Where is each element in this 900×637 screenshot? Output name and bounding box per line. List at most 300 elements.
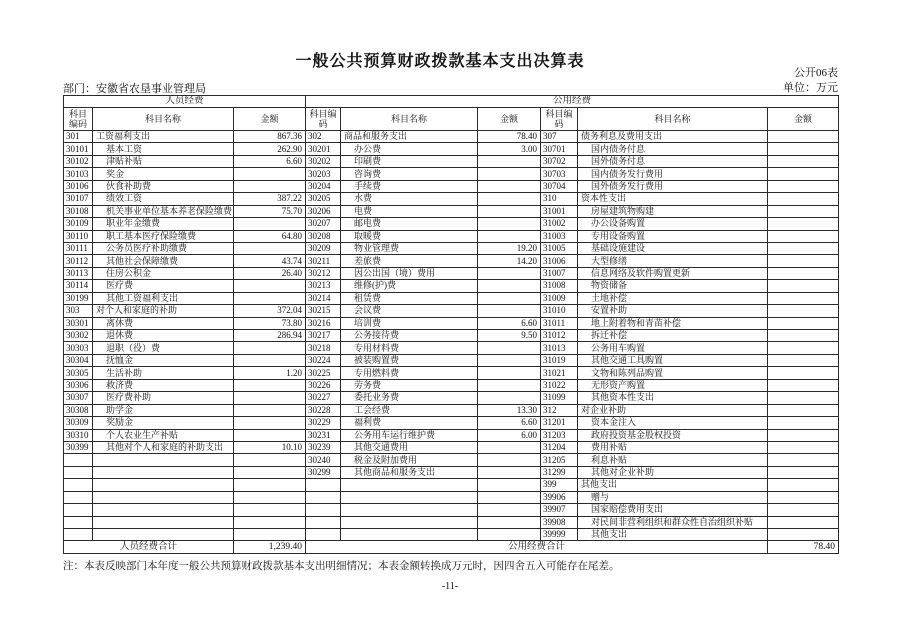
table-row — [64, 230, 839, 242]
subject-code-cell — [64, 529, 93, 541]
table-row — [64, 342, 839, 354]
subject-code-cell: 30307 — [64, 392, 93, 404]
subject-code-cell: 39907 — [541, 504, 578, 516]
subject-code-cell: 31299 — [541, 466, 578, 478]
subject-code-cell: 310 — [541, 193, 578, 205]
amount-cell — [478, 230, 541, 242]
col-header-subject-name: 科目名称 — [93, 108, 234, 131]
subject-name-cell: 利息补贴 — [578, 454, 768, 466]
subject-code-cell: 30702 — [541, 155, 578, 167]
subject-name-cell: 资本金注入 — [578, 417, 768, 429]
subject-code-cell: 30224 — [306, 354, 341, 366]
amount-cell: 9.50 — [478, 330, 541, 342]
subject-name-cell — [341, 516, 478, 528]
subject-code-cell — [306, 504, 341, 516]
subject-code-cell: 30101 — [64, 143, 93, 155]
subject-code-cell: 30208 — [306, 230, 341, 242]
table-row — [64, 516, 839, 528]
amount-cell — [234, 504, 306, 516]
subject-code-cell: 31013 — [541, 342, 578, 354]
table-row — [64, 193, 839, 205]
amount-cell — [478, 168, 541, 180]
subject-code-cell: 30217 — [306, 330, 341, 342]
amount-cell — [234, 417, 306, 429]
amount-cell — [768, 354, 839, 366]
subject-code-cell: 30113 — [64, 267, 93, 279]
subject-code-cell: 31009 — [541, 292, 578, 304]
subject-code-cell: 30110 — [64, 230, 93, 242]
col-header-subject-code: 科目编码 — [306, 108, 341, 131]
table-row — [64, 354, 839, 366]
amount-cell — [478, 292, 541, 304]
table-row — [64, 441, 839, 453]
amount-cell — [768, 379, 839, 391]
subject-code-cell: 30216 — [306, 317, 341, 329]
subject-name-cell — [93, 466, 234, 478]
amount-cell — [478, 205, 541, 217]
subject-code-cell: 31012 — [541, 330, 578, 342]
personnel-group-header: 人员经费 — [64, 96, 306, 108]
table-row — [64, 317, 839, 329]
amount-cell — [234, 454, 306, 466]
subject-name-cell: 信息网络及软件购置更新 — [578, 267, 768, 279]
subject-code-cell: 30212 — [306, 267, 341, 279]
subject-code-cell: 30206 — [306, 205, 341, 217]
amount-cell — [768, 267, 839, 279]
amount-cell — [478, 379, 541, 391]
subject-name-cell — [341, 491, 478, 503]
amount-cell — [234, 180, 306, 192]
public-group-header: 公用经费 — [306, 96, 839, 108]
amount-cell — [768, 392, 839, 404]
subject-name-cell: 赠与 — [578, 491, 768, 503]
table-row — [64, 242, 839, 254]
subject-name-cell: 大型修缮 — [578, 255, 768, 267]
table-row — [64, 466, 839, 478]
subject-name-cell: 其他交通费用 — [341, 441, 478, 453]
amount-cell — [234, 404, 306, 416]
subject-code-cell: 30310 — [64, 429, 93, 441]
subject-name-cell: 国内债务付息 — [578, 143, 768, 155]
subject-name-cell: 资本性支出 — [578, 193, 768, 205]
col-header-amount: 金额 — [234, 108, 306, 131]
subject-code-cell: 30227 — [306, 392, 341, 404]
subject-name-cell: 电费 — [341, 205, 478, 217]
table-row — [64, 529, 839, 541]
amount-cell: 6.00 — [478, 429, 541, 441]
amount-cell — [478, 491, 541, 503]
subject-code-cell: 30111 — [64, 242, 93, 254]
subject-name-cell: 国内债务发行费用 — [578, 168, 768, 180]
subject-name-cell: 津贴补贴 — [93, 155, 234, 167]
subject-name-cell: 邮电费 — [341, 218, 478, 230]
subject-name-cell: 物业管理费 — [341, 242, 478, 254]
amount-cell — [478, 479, 541, 491]
subject-code-cell: 30207 — [306, 218, 341, 230]
subject-name-cell: 伙食补助费 — [93, 180, 234, 192]
table-row — [64, 168, 839, 180]
subject-name-cell: 其他商品和服务支出 — [341, 466, 478, 478]
subject-code-cell: 31001 — [541, 205, 578, 217]
subject-name-cell: 退休费 — [93, 330, 234, 342]
subject-name-cell: 机关事业单位基本养老保险缴费 — [93, 205, 234, 217]
group-header-row — [64, 96, 839, 108]
subject-name-cell: 维修(护)费 — [341, 280, 478, 292]
subject-name-cell: 拆迁补偿 — [578, 330, 768, 342]
subject-name-cell: 福利费 — [341, 417, 478, 429]
subject-code-cell: 399 — [541, 479, 578, 491]
amount-cell — [768, 168, 839, 180]
subject-code-cell: 30225 — [306, 367, 341, 379]
subject-code-cell: 31007 — [541, 267, 578, 279]
subject-code-cell — [64, 504, 93, 516]
table-row — [64, 379, 839, 391]
subject-name-cell: 其他社会保障缴费 — [93, 255, 234, 267]
subject-name-cell: 培训费 — [341, 317, 478, 329]
amount-cell — [478, 466, 541, 478]
subject-name-cell — [93, 491, 234, 503]
subject-code-cell: 30106 — [64, 180, 93, 192]
personnel-total-label: 人员经费合计 — [64, 541, 234, 554]
subject-code-cell: 30209 — [306, 242, 341, 254]
amount-cell — [234, 242, 306, 254]
amount-cell: 26.40 — [234, 267, 306, 279]
table-row — [64, 131, 839, 143]
subject-name-cell: 无形资产购置 — [578, 379, 768, 391]
subject-name-cell: 基础设施建设 — [578, 242, 768, 254]
amount-cell — [768, 516, 839, 528]
subject-code-cell: 31002 — [541, 218, 578, 230]
amount-cell — [478, 529, 541, 541]
table-row — [64, 392, 839, 404]
public-total-amount: 78.40 — [768, 541, 839, 554]
amount-cell: 286.94 — [234, 330, 306, 342]
amount-cell — [768, 429, 839, 441]
amount-cell — [234, 491, 306, 503]
amount-cell — [478, 155, 541, 167]
amount-cell — [234, 479, 306, 491]
subject-name-cell: 租赁费 — [341, 292, 478, 304]
subject-name-cell: 公务接待费 — [341, 330, 478, 342]
amount-cell — [768, 131, 839, 143]
subject-name-cell: 公务员医疗补助缴费 — [93, 242, 234, 254]
subject-name-cell: 职工基本医疗保险缴费 — [93, 230, 234, 242]
subject-name-cell: 其他支出 — [578, 529, 768, 541]
subject-code-cell — [64, 479, 93, 491]
subject-code-cell: 30302 — [64, 330, 93, 342]
subject-name-cell: 对民间非营利组织和群众性自治组织补贴 — [578, 516, 768, 528]
subject-code-cell: 30303 — [64, 342, 93, 354]
subject-name-cell: 地上附着物和青苗补偿 — [578, 317, 768, 329]
subject-code-cell: 30239 — [306, 441, 341, 453]
subject-name-cell: 职业年金缴费 — [93, 218, 234, 230]
col-header-amount: 金额 — [768, 108, 839, 131]
amount-cell — [478, 367, 541, 379]
subject-name-cell: 助学金 — [93, 404, 234, 416]
subject-code-cell: 30201 — [306, 143, 341, 155]
subject-code-cell: 31205 — [541, 454, 578, 466]
subject-code-cell: 30703 — [541, 168, 578, 180]
amount-cell — [768, 193, 839, 205]
subject-code-cell: 31003 — [541, 230, 578, 242]
subject-code-cell: 30228 — [306, 404, 341, 416]
amount-cell — [768, 292, 839, 304]
amount-cell: 3.00 — [478, 143, 541, 155]
subject-name-cell: 基本工资 — [93, 143, 234, 155]
amount-cell — [478, 180, 541, 192]
subject-code-cell: 30199 — [64, 292, 93, 304]
amount-cell — [234, 292, 306, 304]
amount-cell — [768, 479, 839, 491]
subject-name-cell: 奖金 — [93, 168, 234, 180]
subject-name-cell: 退职（役）费 — [93, 342, 234, 354]
unit-label: 单位：万元 — [783, 82, 838, 94]
table-row — [64, 180, 839, 192]
subject-name-cell: 医疗费 — [93, 280, 234, 292]
subject-code-cell: 30213 — [306, 280, 341, 292]
table-row — [64, 504, 839, 516]
subject-code-cell: 31006 — [541, 255, 578, 267]
subject-code-cell — [306, 491, 341, 503]
subject-name-cell: 抚恤金 — [93, 354, 234, 366]
subject-code-cell: 31099 — [541, 392, 578, 404]
amount-cell — [234, 466, 306, 478]
amount-cell — [478, 218, 541, 230]
budget-table — [63, 95, 839, 554]
table-row — [64, 491, 839, 503]
amount-cell: 73.80 — [234, 317, 306, 329]
subject-name-cell: 被装购置费 — [341, 354, 478, 366]
subject-name-cell: 工会经费 — [341, 404, 478, 416]
subject-name-cell: 绩效工资 — [93, 193, 234, 205]
subject-name-cell: 取暖费 — [341, 230, 478, 242]
subject-code-cell: 30704 — [541, 180, 578, 192]
column-header-row — [64, 108, 839, 131]
amount-cell — [768, 466, 839, 478]
amount-cell — [768, 280, 839, 292]
subject-name-cell: 救济费 — [93, 379, 234, 391]
amount-cell — [768, 317, 839, 329]
amount-cell — [768, 441, 839, 453]
subject-code-cell: 31022 — [541, 379, 578, 391]
subject-code-cell: 30107 — [64, 193, 93, 205]
subject-name-cell: 医疗费补助 — [93, 392, 234, 404]
subject-code-cell: 312 — [541, 404, 578, 416]
subject-code-cell: 301 — [64, 131, 93, 143]
subject-code-cell: 30306 — [64, 379, 93, 391]
subject-code-cell: 31203 — [541, 429, 578, 441]
subject-code-cell: 30108 — [64, 205, 93, 217]
subject-name-cell: 个人农业生产补贴 — [93, 429, 234, 441]
subject-name-cell: 办公费 — [341, 143, 478, 155]
subject-name-cell: 文物和陈列品购置 — [578, 367, 768, 379]
amount-cell — [768, 342, 839, 354]
table-row — [64, 280, 839, 292]
subject-code-cell — [64, 454, 93, 466]
amount-cell — [768, 305, 839, 317]
amount-cell — [234, 529, 306, 541]
amount-cell — [478, 193, 541, 205]
subject-name-cell: 对企业补助 — [578, 404, 768, 416]
subject-code-cell: 30308 — [64, 404, 93, 416]
subject-code-cell: 30102 — [64, 155, 93, 167]
col-header-subject-code: 科目编码 — [541, 108, 578, 131]
amount-cell: 867.36 — [234, 131, 306, 143]
subject-name-cell: 手续费 — [341, 180, 478, 192]
subject-name-cell: 工资福利支出 — [93, 131, 234, 143]
subject-name-cell — [93, 516, 234, 528]
amount-cell: 10.10 — [234, 441, 306, 453]
amount-cell — [234, 168, 306, 180]
table-footnote: 注：本表反映部门本年度一般公共预算财政拨款基本支出明细情况；本表金额转换成万元时，因四舍五入可能存在尾差。 — [63, 561, 620, 572]
subject-name-cell: 因公出国（境）费用 — [341, 267, 478, 279]
subject-code-cell: 302 — [306, 131, 341, 143]
subject-name-cell — [341, 504, 478, 516]
subject-name-cell: 公务用车运行维护费 — [341, 429, 478, 441]
form-code-label: 公开06表 — [794, 67, 838, 79]
subject-code-cell — [64, 516, 93, 528]
amount-cell — [478, 504, 541, 516]
table-row — [64, 155, 839, 167]
subject-name-cell: 其他支出 — [578, 479, 768, 491]
subject-code-cell: 30202 — [306, 155, 341, 167]
subject-code-cell: 30304 — [64, 354, 93, 366]
subject-code-cell: 30214 — [306, 292, 341, 304]
subject-code-cell: 30218 — [306, 342, 341, 354]
amount-cell — [478, 267, 541, 279]
subject-name-cell: 住房公积金 — [93, 267, 234, 279]
subject-code-cell: 30204 — [306, 180, 341, 192]
amount-cell: 19.20 — [478, 242, 541, 254]
page-number: -11- — [441, 581, 459, 592]
amount-cell: 6.60 — [234, 155, 306, 167]
subject-name-cell: 印刷费 — [341, 155, 478, 167]
subject-name-cell: 会议费 — [341, 305, 478, 317]
table-row — [64, 454, 839, 466]
subject-code-cell: 30226 — [306, 379, 341, 391]
subject-code-cell: 30109 — [64, 218, 93, 230]
table-row — [64, 255, 839, 267]
subject-code-cell: 30701 — [541, 143, 578, 155]
table-row — [64, 292, 839, 304]
public-total-label: 公用经费合计 — [306, 541, 768, 554]
amount-cell — [768, 330, 839, 342]
subject-name-cell: 房屋建筑物购建 — [578, 205, 768, 217]
subject-name-cell: 专用设备购置 — [578, 230, 768, 242]
subject-name-cell: 对个人和家庭的补助 — [93, 305, 234, 317]
amount-cell: 6.60 — [478, 317, 541, 329]
amount-cell — [768, 205, 839, 217]
subject-name-cell: 咨询费 — [341, 168, 478, 180]
amount-cell — [478, 305, 541, 317]
amount-cell — [768, 454, 839, 466]
amount-cell — [768, 180, 839, 192]
table-row — [64, 218, 839, 230]
subject-name-cell: 税金及附加费用 — [341, 454, 478, 466]
subject-code-cell: 30301 — [64, 317, 93, 329]
amount-cell — [234, 516, 306, 528]
subject-name-cell: 公务用车购置 — [578, 342, 768, 354]
subject-code-cell: 30114 — [64, 280, 93, 292]
table-row — [64, 479, 839, 491]
table-row — [64, 305, 839, 317]
subject-name-cell: 土地补偿 — [578, 292, 768, 304]
table-row — [64, 330, 839, 342]
amount-cell — [478, 354, 541, 366]
subject-code-cell: 31011 — [541, 317, 578, 329]
subject-code-cell: 31019 — [541, 354, 578, 366]
subject-code-cell: 30229 — [306, 417, 341, 429]
personnel-total-amount: 1,239.40 — [234, 541, 306, 554]
table-row — [64, 143, 839, 155]
subject-code-cell — [306, 479, 341, 491]
col-header-subject-name: 科目名称 — [341, 108, 478, 131]
amount-cell — [234, 342, 306, 354]
table-row — [64, 404, 839, 416]
col-header-amount: 金额 — [478, 108, 541, 131]
page-title: 一般公共预算财政拨款基本支出决算表 — [295, 53, 585, 70]
subject-code-cell: 39908 — [541, 516, 578, 528]
subject-code-cell: 39906 — [541, 491, 578, 503]
subject-name-cell: 债务利息及费用支出 — [578, 131, 768, 143]
subject-name-cell: 差旅费 — [341, 255, 478, 267]
subject-name-cell: 费用补贴 — [578, 441, 768, 453]
amount-cell — [768, 404, 839, 416]
subject-name-cell: 国外债务付息 — [578, 155, 768, 167]
subject-name-cell: 商品和服务支出 — [341, 131, 478, 143]
subject-name-cell: 委托业务费 — [341, 392, 478, 404]
amount-cell — [768, 242, 839, 254]
subject-code-cell — [306, 516, 341, 528]
amount-cell — [768, 529, 839, 541]
subject-name-cell: 安置补助 — [578, 305, 768, 317]
subject-code-cell: 31005 — [541, 242, 578, 254]
subject-name-cell: 国外债务发行费用 — [578, 180, 768, 192]
subject-code-cell: 303 — [64, 305, 93, 317]
amount-cell — [768, 367, 839, 379]
amount-cell — [768, 491, 839, 503]
amount-cell — [768, 504, 839, 516]
amount-cell: 262.90 — [234, 143, 306, 155]
subject-code-cell: 30231 — [306, 429, 341, 441]
subject-code-cell: 30299 — [306, 466, 341, 478]
table-row — [64, 429, 839, 441]
subject-code-cell: 31201 — [541, 417, 578, 429]
amount-cell: 13.30 — [478, 404, 541, 416]
amount-cell: 75.70 — [234, 205, 306, 217]
amount-cell — [234, 429, 306, 441]
subject-name-cell: 专用燃料费 — [341, 367, 478, 379]
subject-code-cell — [64, 491, 93, 503]
amount-cell: 1.20 — [234, 367, 306, 379]
subject-code-cell: 30203 — [306, 168, 341, 180]
subject-code-cell: 30211 — [306, 255, 341, 267]
amount-cell — [768, 143, 839, 155]
subject-name-cell: 其他交通工具购置 — [578, 354, 768, 366]
amount-cell — [234, 280, 306, 292]
subject-name-cell: 办公设备购置 — [578, 218, 768, 230]
subject-code-cell — [306, 529, 341, 541]
subject-name-cell: 物资储备 — [578, 280, 768, 292]
subject-name-cell — [93, 529, 234, 541]
amount-cell — [478, 280, 541, 292]
subject-code-cell: 39999 — [541, 529, 578, 541]
amount-cell — [234, 379, 306, 391]
amount-cell — [478, 342, 541, 354]
department-label: 部门：安徽省农垦事业管理局 — [63, 83, 206, 95]
amount-cell: 78.40 — [478, 131, 541, 143]
subject-name-cell: 国家赔偿费用支出 — [578, 504, 768, 516]
